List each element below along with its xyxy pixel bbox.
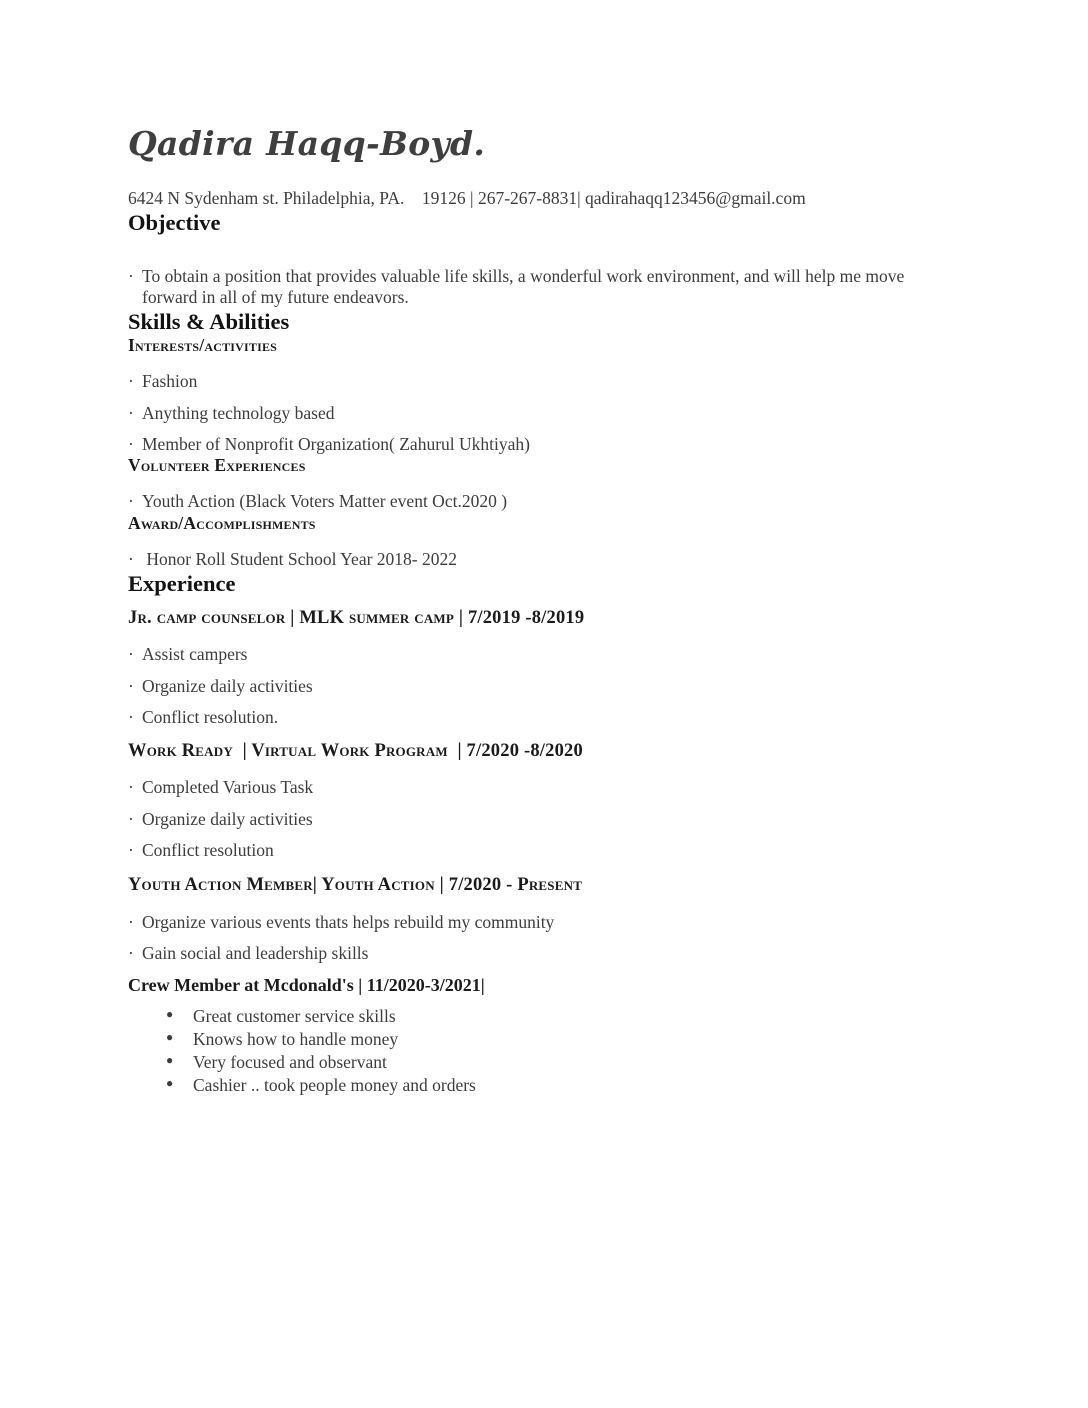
bullet-text: Great customer service skills <box>193 1005 396 1026</box>
bullet-text: Organize daily activities <box>142 675 313 696</box>
list-item <box>166 1028 960 1051</box>
list-item <box>128 809 960 830</box>
list-item <box>128 549 960 570</box>
bullet-disc-icon: ● <box>166 1076 174 1091</box>
list-item <box>128 912 960 933</box>
list-item <box>128 707 960 728</box>
list-item <box>128 491 960 512</box>
contact-line: 6424 N Sydenham st. Philadelphia, PA. 19126 | 267-267-8831| qadirahaqq123456@gmail.com <box>128 187 806 208</box>
bullet-text: Knows how to handle money <box>193 1029 399 1049</box>
bullet-dot-icon: · <box>128 548 134 569</box>
bullet-dot-icon: · <box>128 675 134 696</box>
section-heading-experience: Experience <box>128 571 236 596</box>
list-item <box>166 1074 960 1097</box>
list-item <box>128 676 960 697</box>
job-title-camp-counselor: Jr. camp counselor | MLK summer camp | 7/2019 -8/2019 <box>128 608 585 628</box>
bullet-disc-icon: ● <box>166 1030 174 1044</box>
list-item <box>166 1005 960 1028</box>
bullet-dot-icon: · <box>128 942 134 963</box>
bullet-text: Completed Various Task <box>142 777 314 798</box>
bullet-disc-icon: ● <box>166 1006 174 1021</box>
list-item <box>128 403 960 424</box>
list-item <box>128 644 960 665</box>
job-title-work-ready: Work Ready | Virtual Work Program | 7/2020 -8/2020 <box>128 741 583 762</box>
bullet-text: Member of Nonprofit Organization( Zahurul Ukhtiyah) <box>142 433 530 454</box>
subsection-heading-awards: Award/Accomplishments <box>128 512 316 533</box>
bullet-text: Assist campers <box>142 644 248 665</box>
list-item <box>128 777 960 798</box>
bullet-text: Gain social and leadership skills <box>142 942 369 963</box>
person-name: Qadira Haqq-Boyd. <box>128 124 486 163</box>
subsection-heading-interests: Interests/activities <box>128 335 278 356</box>
bullet-text: Very focused and observant <box>193 1052 387 1073</box>
bullet-dot-icon: · <box>128 840 134 861</box>
bullet-text: To obtain a position that provides valuable life skills, a wonderful work environment, and will help me move forward in all of my future endeavors. <box>142 265 905 307</box>
job-title-youth-action: Youth Action Member| Youth Action | 7/2020 - Present <box>128 875 583 896</box>
section-heading-objective: Objective <box>128 209 221 235</box>
bullet-dot-icon: · <box>128 911 134 932</box>
bullet-text: Conflict resolution <box>142 840 274 861</box>
bullet-text: Cashier .. took people money and orders <box>193 1075 476 1096</box>
list-item <box>166 1051 960 1074</box>
bullet-dot-icon: · <box>128 808 134 829</box>
list-item <box>128 943 960 964</box>
bullet-dot-icon: · <box>128 777 134 798</box>
bullet-dot-icon: · <box>128 265 134 286</box>
bullet-dot-icon: · <box>128 491 134 512</box>
bullet-text: Organize various events thats helps rebuild my community <box>142 911 555 932</box>
subsection-heading-volunteer: Volunteer Experiences <box>128 455 306 476</box>
bullet-disc-icon: ● <box>166 1053 174 1068</box>
bullet-text: Youth Action (Black Voters Matter event Oct.2020 ) <box>142 491 508 512</box>
list-item <box>128 840 960 861</box>
list-item <box>128 266 960 309</box>
bullet-text: Conflict resolution. <box>142 706 279 727</box>
bullet-text: Honor Roll Student School Year 2018- 2022 <box>142 548 457 569</box>
bullet-text: Fashion <box>142 371 198 392</box>
bullet-dot-icon: · <box>128 644 134 665</box>
bullet-dot-icon: · <box>128 706 134 727</box>
bullet-dot-icon: · <box>128 402 134 423</box>
section-heading-skills: Skills & Abilities <box>128 309 290 335</box>
bullet-dot-icon: · <box>128 371 134 392</box>
bullet-dot-icon: · <box>128 433 134 454</box>
list-item <box>128 371 960 392</box>
job-title-mcdonalds: Crew Member at Mcdonald's | 11/2020-3/2021| <box>128 975 485 996</box>
disc-bullet-list <box>128 1005 960 1097</box>
bullet-text: Anything technology based <box>142 402 335 423</box>
bullet-text: Organize daily activities <box>142 808 313 829</box>
list-item <box>128 434 960 455</box>
